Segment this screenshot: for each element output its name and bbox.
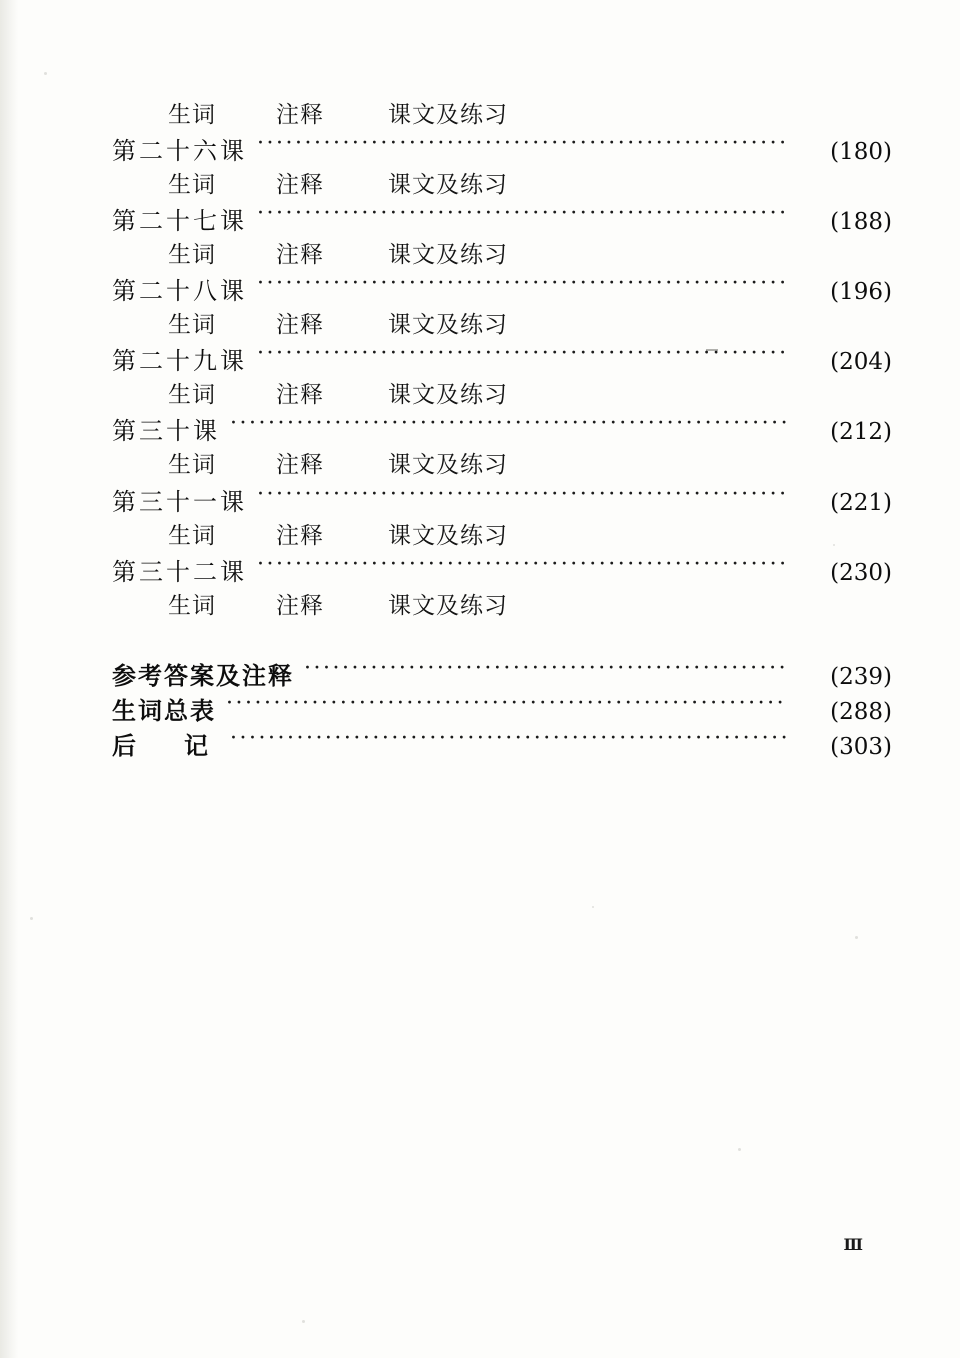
toc-entry-page: (188) xyxy=(830,209,892,236)
toc-entry-back-matter[interactable] xyxy=(112,730,892,763)
lesson-subitems xyxy=(112,310,892,341)
subitem-notes: 注释 xyxy=(276,172,324,199)
dot-leader xyxy=(257,556,788,580)
scan-speck xyxy=(855,936,858,939)
subitem-text-and-exercises: 课文及练习 xyxy=(388,522,508,549)
toc-entry[interactable] xyxy=(112,205,892,238)
toc-entry-page: (221) xyxy=(830,489,892,516)
subitem-notes: 注释 xyxy=(276,242,324,269)
toc-entry-page: (230) xyxy=(830,559,892,586)
scan-speck xyxy=(592,906,594,908)
toc-entry-page: (212) xyxy=(830,419,892,446)
subitem-notes: 注释 xyxy=(276,522,324,549)
table-of-contents xyxy=(112,100,892,765)
subitem-text-and-exercises: 课文及练习 xyxy=(388,242,508,269)
subitem-notes: 注释 xyxy=(276,452,324,479)
subitem-vocabulary: 生词 xyxy=(168,102,216,128)
dot-leader xyxy=(257,345,788,369)
scan-speck xyxy=(44,72,47,75)
toc-entry-page: (303) xyxy=(830,733,892,760)
toc-entry-back-matter[interactable] xyxy=(112,660,892,693)
subitem-vocabulary: 生词 xyxy=(168,452,216,479)
toc-entry[interactable] xyxy=(112,345,892,378)
subitem-notes: 注释 xyxy=(276,312,324,339)
toc-entry-label: 生词总表 xyxy=(112,695,216,725)
subitem-text-and-exercises: 课文及练习 xyxy=(388,452,508,479)
lesson-subitems xyxy=(112,380,892,411)
scan-speck xyxy=(302,1320,305,1323)
lesson-subitems xyxy=(112,521,892,552)
subitem-text-and-exercises: 课文及练习 xyxy=(388,382,508,409)
dot-leader xyxy=(226,695,788,719)
toc-entry[interactable] xyxy=(112,135,892,168)
toc-entry-back-matter[interactable] xyxy=(112,695,892,728)
page-edge-shading xyxy=(0,0,18,1358)
dot-leader xyxy=(230,415,788,439)
toc-entry-page: (239) xyxy=(830,663,892,690)
scan-speck xyxy=(738,1148,741,1151)
page-folio: Ⅲ xyxy=(843,1235,864,1254)
dot-leader xyxy=(257,486,788,510)
subitem-vocabulary: 生词 xyxy=(168,522,216,549)
subitem-notes: 注释 xyxy=(276,102,324,128)
subitem-notes: 注释 xyxy=(276,592,324,619)
subitem-vocabulary: 生词 xyxy=(168,382,216,409)
dot-leader xyxy=(257,205,788,229)
subitem-text-and-exercises: 课文及练习 xyxy=(388,102,508,128)
subitem-text-and-exercises: 课文及练习 xyxy=(388,592,508,619)
subitem-vocabulary: 生词 xyxy=(168,312,216,339)
toc-entry-label: 第三十课 xyxy=(112,417,220,446)
subitem-vocabulary: 生词 xyxy=(168,592,216,619)
subitem-vocabulary: 生词 xyxy=(168,172,216,199)
lesson-subitems xyxy=(112,170,892,201)
subitem-text-and-exercises: 课文及练习 xyxy=(388,172,508,199)
toc-entry-page: (180) xyxy=(830,139,892,166)
toc-entry[interactable] xyxy=(112,486,892,519)
toc-entry-label: 第二十六课 xyxy=(112,137,247,166)
dot-leader xyxy=(257,135,788,159)
subitem-notes: 注释 xyxy=(276,382,324,409)
toc-entry-label: 第三十一课 xyxy=(112,487,247,516)
subitem-vocabulary: 生词 xyxy=(168,242,216,269)
section-gap xyxy=(112,626,892,660)
toc-entry-page: (204) xyxy=(830,349,892,376)
toc-entry[interactable] xyxy=(112,556,892,589)
toc-entry-page: (196) xyxy=(830,279,892,306)
toc-entry-label: 第二十八课 xyxy=(112,277,247,306)
dot-leader xyxy=(304,660,788,684)
dot-leader xyxy=(230,730,788,754)
toc-entry-label: 第三十二课 xyxy=(112,557,247,586)
toc-entry[interactable] xyxy=(112,415,892,448)
toc-entry-page: (288) xyxy=(830,698,892,725)
toc-entry-label: 后 记 xyxy=(112,730,220,760)
lesson-subitems xyxy=(112,591,892,622)
dot-leader xyxy=(257,275,788,299)
toc-entry[interactable] xyxy=(112,275,892,308)
toc-entry-label: 第二十九课 xyxy=(112,347,247,376)
lesson-subitems xyxy=(112,240,892,271)
toc-entry-label: 参考答案及注释 xyxy=(112,660,294,690)
toc-entry-label: 第二十七课 xyxy=(112,207,247,236)
lesson-subitems xyxy=(112,450,892,481)
scan-speck xyxy=(30,917,33,920)
subitem-text-and-exercises: 课文及练习 xyxy=(388,312,508,339)
lesson-subitems xyxy=(112,100,892,131)
